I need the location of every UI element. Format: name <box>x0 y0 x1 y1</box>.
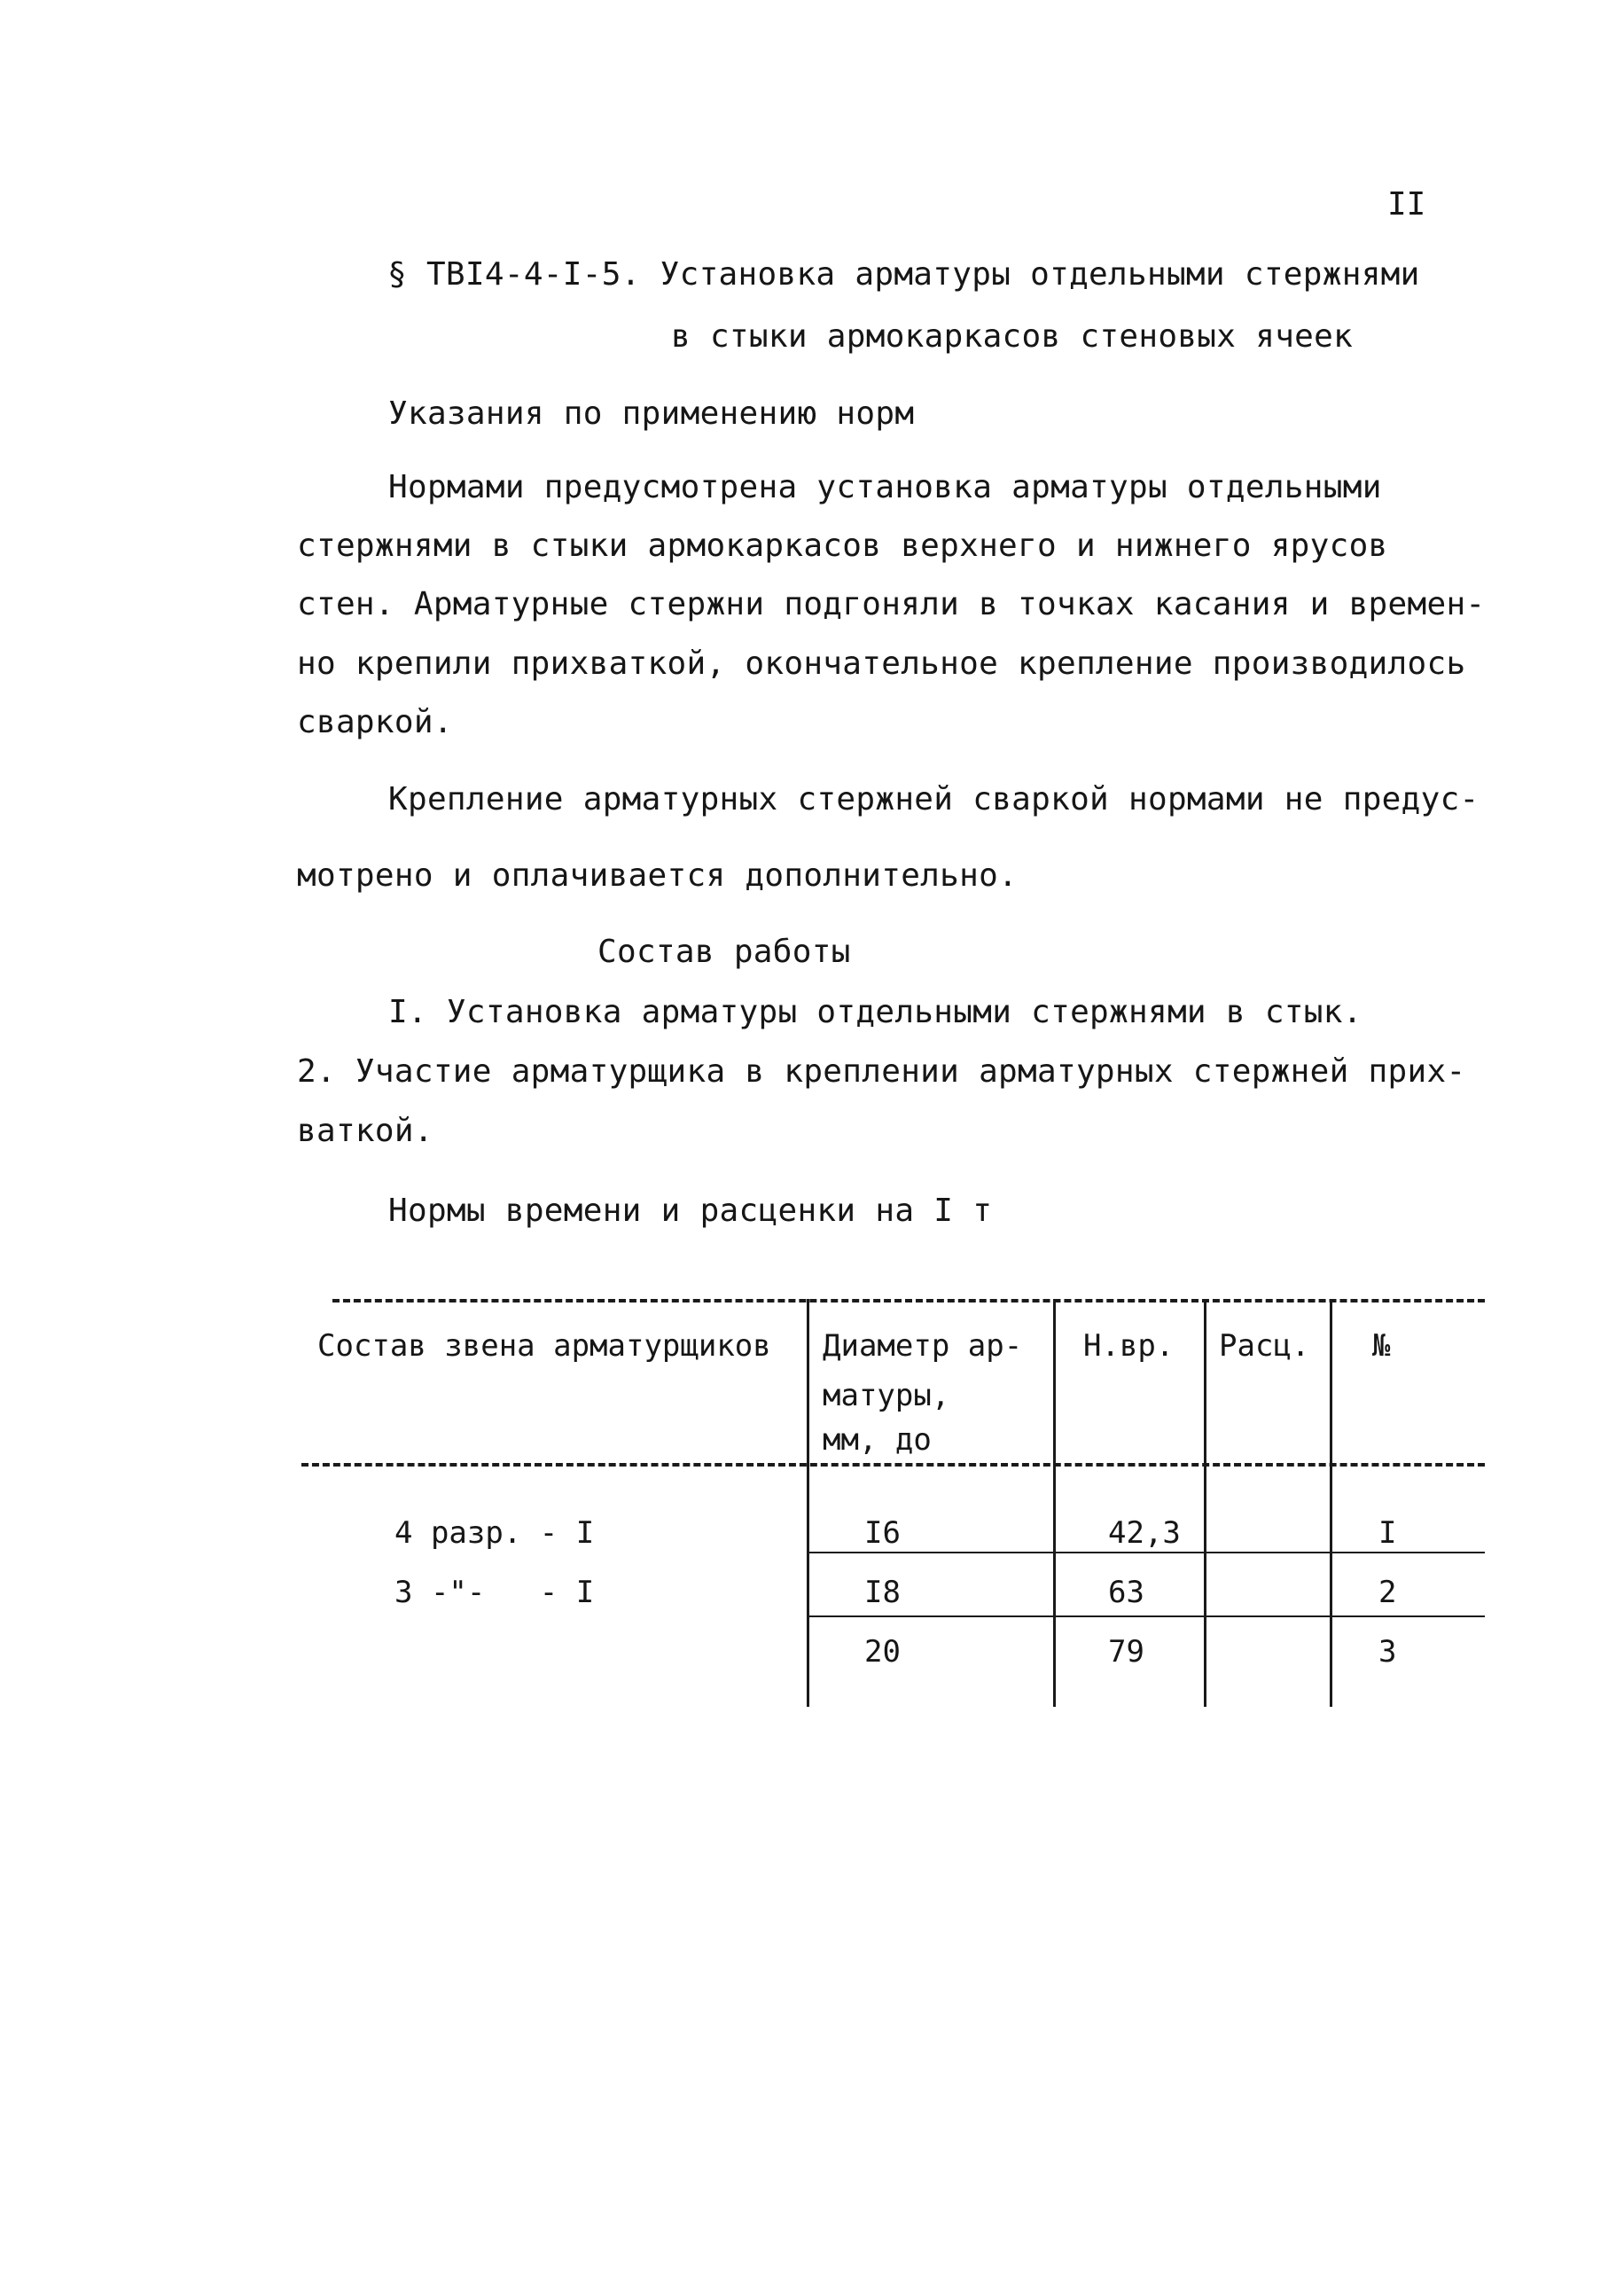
table-column-rule <box>1330 1299 1332 1707</box>
table-header-rule <box>301 1463 1485 1467</box>
page-number: II <box>1387 186 1426 223</box>
row-2-diameter: I8 <box>864 1575 901 1610</box>
paragraph-1-line-4: но крепили прихваткой, окончательное крепление производилось <box>297 645 1466 682</box>
row-1-diameter: I6 <box>864 1515 901 1551</box>
table-column-rule <box>1204 1299 1206 1707</box>
work-item-2-line-2: ваткой. <box>297 1113 433 1149</box>
paragraph-1-line-1: Нормами предусмотрена установка арматуры отдельными <box>388 469 1382 505</box>
paragraph-1-line-3: стен. Арматурные стержни подгоняли в точках касания и времен- <box>297 586 1486 622</box>
table-column-rule <box>1053 1299 1056 1707</box>
header-time-norm: Н.вр. <box>1083 1328 1175 1364</box>
instructions-heading: Указания по применению норм <box>388 395 915 432</box>
table-row-rule <box>807 1615 1485 1617</box>
table-row-rule <box>807 1552 1485 1553</box>
header-crew: Состав звена арматурщиков <box>317 1328 771 1364</box>
crew-line-1: 4 разр. - I <box>394 1515 595 1551</box>
row-1-number: I <box>1378 1515 1397 1551</box>
row-3-time-norm: 79 <box>1108 1634 1144 1670</box>
section-title-line-2: в стыки армокаркасов стеновых ячеек <box>671 318 1354 355</box>
row-3-diameter: 20 <box>864 1634 901 1670</box>
paragraph-1-line-2: стержнями в стыки армокаркасов верхнего и нижнего ярусов <box>297 528 1388 564</box>
header-rate: Расц. <box>1219 1328 1310 1364</box>
row-2-number: 2 <box>1378 1575 1397 1610</box>
work-item-2-line-1: 2. Участие арматурщика в креплении арматурных стержней прих- <box>297 1053 1466 1090</box>
paragraph-2-line-1: Крепление арматурных стержней сваркой нормами не предус- <box>388 781 1480 817</box>
row-2-time-norm: 63 <box>1108 1575 1144 1610</box>
crew-line-2: 3 -"- - I <box>394 1575 595 1610</box>
work-composition-heading: Состав работы <box>597 934 851 970</box>
table-column-rule <box>807 1299 809 1707</box>
row-1-time-norm: 42,3 <box>1108 1515 1181 1551</box>
paragraph-2-line-2: мотрено и оплачивается дополнительно. <box>297 857 1019 894</box>
section-title-line-1: § ТВI4-4-I-5. Установка арматуры отдельными стержнями <box>387 256 1420 293</box>
norms-heading: Нормы времени и расценки на I т <box>388 1193 993 1229</box>
header-diameter-line-3: мм, до <box>823 1422 932 1458</box>
work-item-1: I. Установка арматуры отдельными стержнями в стык. <box>388 994 1362 1030</box>
row-3-number: 3 <box>1378 1634 1397 1670</box>
header-number: № <box>1372 1328 1391 1364</box>
header-diameter-line-2: матуры, <box>823 1378 950 1413</box>
paragraph-1-line-5: сваркой. <box>297 704 453 740</box>
table-top-rule <box>332 1299 1485 1302</box>
header-diameter-line-1: Диаметр ар- <box>823 1328 1023 1364</box>
